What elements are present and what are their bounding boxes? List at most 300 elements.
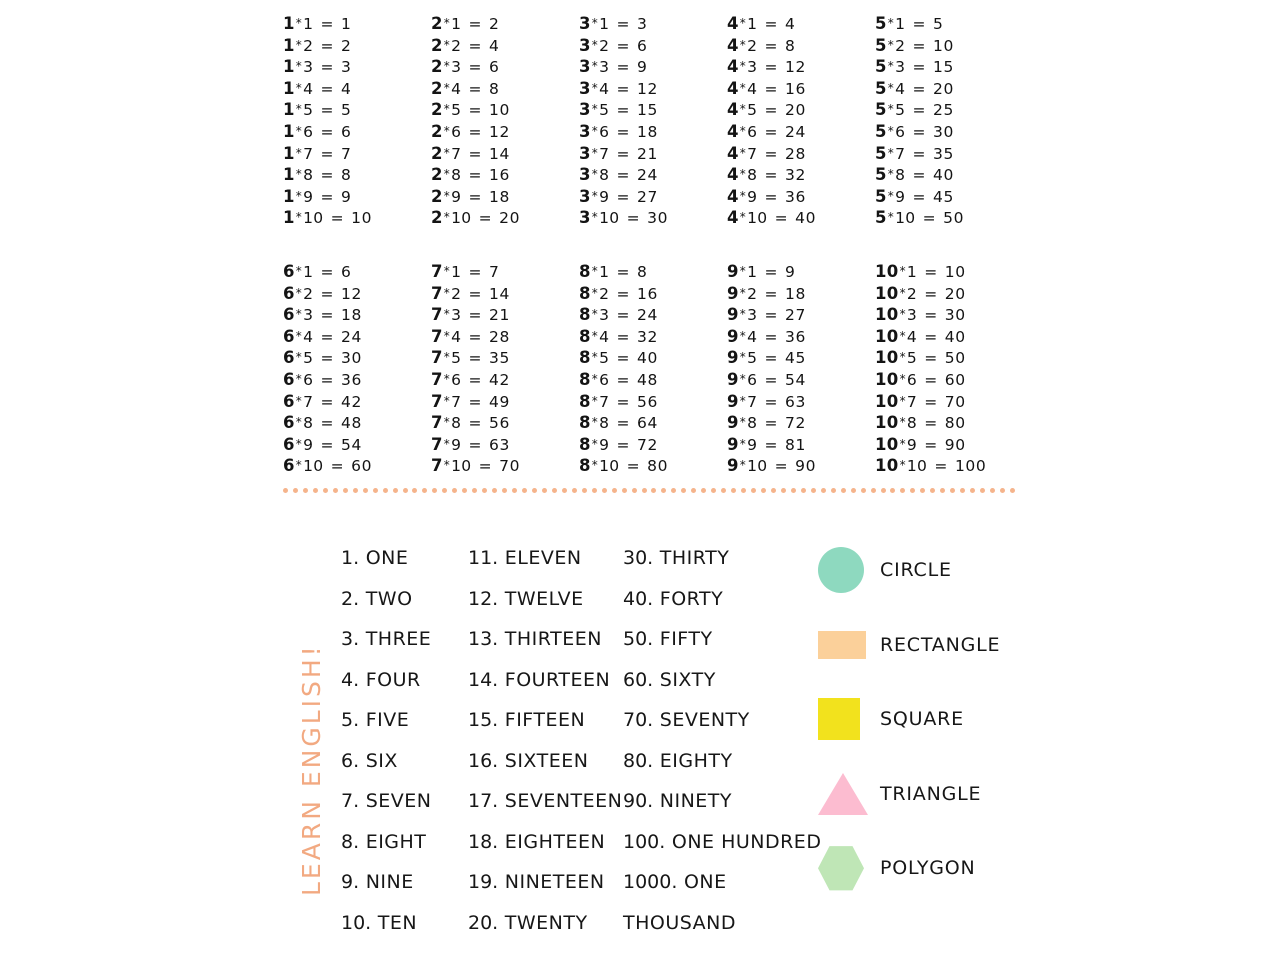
equation-multiplier: 3 [599,58,610,77]
equation-multiplier: 1 [303,15,314,33]
equation-operator: * [739,188,747,203]
equation-multiplier: 1 [599,15,610,33]
equation-result: 30 [341,349,362,368]
equation-operator: * [899,307,906,322]
equation-multiplicand: 3 [579,165,591,185]
equation-multiplier: 5 [303,349,314,368]
divider-dot [761,488,766,493]
equation-operator: * [443,328,451,343]
number-word-label: EIGHT [365,830,427,853]
equation-operator: * [443,80,451,95]
equation-multiplier: 9 [747,187,758,206]
equation-line [875,165,1023,187]
equation-multiplier: 6 [895,122,906,141]
equation-multiplier: 9 [895,187,906,206]
equation-operator: * [591,188,599,203]
equation-multiplicand: 8 [579,261,591,281]
equation-equals-sign: = [463,79,488,98]
equation-operator: * [739,37,747,52]
equation-result: 72 [637,435,658,454]
number-word-label: FOURTEEN [504,668,611,691]
equation-line [727,327,875,349]
number-word-item [341,781,431,822]
equation-multiplier: 2 [451,36,462,55]
equation-equals-sign: = [919,435,943,454]
equation-multiplicand: 1 [283,35,295,55]
equation-multiplicand: 2 [431,35,443,55]
equation-equals-sign: = [463,15,488,33]
equation-operator: * [899,328,906,343]
shape-legend-row [818,682,1033,757]
equation-multiplicand: 2 [431,57,443,77]
number-word-item [468,538,622,579]
equation-result: 42 [489,370,510,389]
equation-equals-sign: = [463,101,488,120]
equation-multiplier: 4 [303,79,314,98]
equation-multiplicand: 7 [431,434,443,454]
equation-multiplier: 7 [895,144,906,163]
number-word-label: NINE [365,871,414,893]
equation-multiplier: 10 [451,209,472,228]
equation-result: 50 [943,209,965,228]
number-word-label: ONE HUNDRED [671,830,822,853]
equation-operator: * [443,285,451,300]
divider-dot [791,488,796,493]
learn-english-title [291,578,331,908]
equation-multiplier: 9 [906,435,918,454]
equation-line [579,57,727,79]
number-word-index: 50. [623,628,654,650]
equation-line [431,57,579,79]
equation-line [283,100,431,122]
equation-line [431,348,579,370]
number-word-index: 9. [341,871,360,893]
equation-line [431,262,579,284]
equation-operator: * [443,145,451,160]
equation-multiplier: 3 [451,306,462,325]
equation-multiplicand: 2 [431,186,443,206]
equation-operator: * [591,371,599,386]
equation-multiplier: 4 [451,327,462,346]
equation-result: 24 [341,327,362,346]
dotted-divider [283,488,1015,494]
equation-equals-sign: = [463,349,488,368]
equation-multiplier: 5 [303,101,314,120]
divider-dot [562,488,567,493]
number-word-index: 1. [341,547,360,569]
equation-multiplier: 8 [599,414,610,433]
divider-dot [333,488,338,493]
equation-operator: * [443,393,451,408]
equation-line [875,208,1023,230]
equation-multiplicand: 7 [431,413,443,433]
equation-multiplier: 10 [906,457,928,476]
equation-equals-sign: = [611,36,636,55]
equation-operator: * [887,37,895,52]
equation-multiplier: 10 [303,209,324,228]
equation-result: 2 [489,15,500,33]
equation-equals-sign: = [621,209,646,228]
equation-line [283,413,431,435]
equation-result: 12 [785,58,806,77]
number-word-index: 3. [341,628,360,650]
equation-result: 36 [785,187,806,206]
equation-multiplier: 8 [599,166,610,185]
equation-line [579,208,727,230]
equation-result: 30 [647,209,669,228]
number-word-index: 15. [468,709,499,731]
divider-dot [831,488,836,493]
number-word-label: SIXTY [659,668,716,691]
equation-multiplicand: 5 [875,35,887,55]
shape-swatch-slot [818,547,880,593]
equation-result: 24 [637,306,658,325]
equation-multiplicand: 4 [727,100,739,120]
equation-equals-sign: = [907,15,932,33]
number-word-item [341,903,431,944]
equation-multiplier: 3 [599,306,610,325]
equation-line [283,79,431,101]
equation-multiplier: 8 [895,166,906,185]
equation-operator: * [295,123,303,138]
equation-equals-sign: = [315,435,340,454]
divider-dot [492,488,497,493]
equation-line [431,122,579,144]
equation-multiplicand: 3 [579,78,591,98]
equation-operator: * [739,285,747,300]
number-word-item [341,579,431,620]
equation-operator: * [591,263,599,278]
shape-swatch-slot [818,631,880,659]
equation-line [727,262,875,284]
equation-multiplicand: 10 [875,326,899,346]
equation-equals-sign: = [919,414,943,433]
equation-operator: * [443,436,451,451]
number-word-item [341,619,431,660]
divider-dot [542,488,547,493]
equation-result: 9 [637,58,648,77]
divider-dot [910,488,915,493]
equation-equals-sign: = [759,370,784,389]
equation-result: 9 [341,187,352,206]
equation-line [283,14,431,36]
equation-multiplier: 6 [303,122,314,141]
equation-result: 10 [489,101,510,120]
equation-line [431,208,579,230]
equation-multiplicand: 6 [283,456,295,476]
equation-line [431,392,579,414]
equation-result: 70 [944,392,966,411]
divider-dot [691,488,696,493]
number-word-index: 80. [623,749,654,772]
number-words-column-2 [468,538,622,943]
number-word-item [623,579,821,620]
divider-dot [283,488,288,493]
equation-multiplicand: 8 [579,434,591,454]
multiplication-row-1 [283,14,1023,230]
equation-equals-sign: = [611,414,636,433]
equation-multiplicand: 9 [727,391,739,411]
equation-equals-sign: = [611,306,636,325]
equation-line [431,284,579,306]
number-word-item [468,619,622,660]
equation-multiplier: 2 [599,36,610,55]
divider-dot [731,488,736,493]
equation-result: 7 [489,262,500,281]
equation-multiplicand: 4 [727,208,739,228]
equation-equals-sign: = [315,144,340,163]
equation-line [283,262,431,284]
equation-result: 28 [489,327,510,346]
equation-multiplier: 4 [303,327,314,346]
equation-equals-sign: = [315,414,340,433]
equation-result: 15 [637,101,658,120]
equation-multiplicand: 1 [283,57,295,77]
equation-operator: * [591,167,599,182]
equation-result: 16 [785,79,806,98]
equation-operator: * [295,415,303,430]
equation-multiplicand: 9 [727,283,739,303]
equation-line [727,187,875,209]
divider-dot [781,488,786,493]
equation-multiplicand: 4 [727,35,739,55]
number-word-item [468,903,622,944]
number-word-item [468,862,622,903]
equation-line [579,187,727,209]
equation-multiplier: 9 [451,187,462,206]
divider-dot [681,488,686,493]
equation-line [579,370,727,392]
equation-line [579,36,727,58]
equation-result: 40 [637,349,658,368]
number-word-index: 40. [623,587,654,610]
equation-result: 4 [785,15,796,33]
number-word-index: 16. [468,749,499,772]
equation-equals-sign: = [315,15,340,33]
number-word-index: 60. [623,668,654,691]
equation-multiplier: 10 [303,457,324,476]
shape-legend-label: RECTANGLE [880,633,1001,656]
equation-line [579,79,727,101]
number-word-index: 100. [623,830,666,853]
equation-line [431,144,579,166]
equation-equals-sign: = [463,370,488,389]
equation-multiplicand: 4 [727,143,739,163]
equation-operator: * [739,328,747,343]
equation-operator: * [887,102,895,117]
equation-multiplicand: 10 [875,369,899,389]
equation-equals-sign: = [611,349,636,368]
equation-line [875,284,1023,306]
equation-equals-sign: = [919,392,943,411]
equation-result: 90 [944,435,966,454]
equation-result: 54 [341,435,362,454]
equation-multiplicand: 7 [431,326,443,346]
equation-multiplicand: 10 [875,348,899,368]
equation-equals-sign: = [611,79,636,98]
equation-result: 80 [647,457,669,476]
equation-line [283,122,431,144]
equation-equals-sign: = [611,284,636,303]
equation-multiplier: 1 [895,15,906,33]
equation-result: 80 [944,414,966,433]
equation-line [431,370,579,392]
equation-line [283,327,431,349]
equation-operator: * [443,167,451,182]
equation-line [579,327,727,349]
equation-line [579,413,727,435]
equation-multiplier: 3 [303,306,314,325]
equation-multiplier: 1 [747,262,758,281]
equation-operator: * [295,145,303,160]
equation-result: 20 [499,209,521,228]
divider-dot [661,488,666,493]
equation-line [727,208,875,230]
equation-multiplicand: 5 [875,208,887,228]
equation-equals-sign: = [759,262,784,281]
equation-equals-sign: = [315,349,340,368]
equation-operator: * [443,458,451,473]
equation-result: 32 [637,327,658,346]
equation-multiplier: 6 [451,122,462,141]
equation-result: 54 [785,370,806,389]
equation-equals-sign: = [759,435,784,454]
divider-dot [592,488,597,493]
equation-line [579,284,727,306]
equation-equals-sign: = [919,262,943,281]
equation-line [579,305,727,327]
equation-equals-sign: = [919,349,943,368]
equation-result: 6 [637,36,648,55]
equation-multiplier: 9 [599,187,610,206]
equation-line [579,144,727,166]
equation-equals-sign: = [315,262,340,281]
number-word-index: 90. [623,790,654,812]
equation-line [579,100,727,122]
divider-dot [442,488,447,493]
number-word-label: THREE [365,628,432,650]
equation-multiplicand: 5 [875,78,887,98]
equation-line [875,305,1023,327]
equation-multiplicand: 2 [431,100,443,120]
equation-line [727,348,875,370]
equation-line [431,413,579,435]
divider-dot [313,488,318,493]
equation-line [283,165,431,187]
divider-dot [851,488,856,493]
equation-multiplier: 7 [599,144,610,163]
equation-multiplicand: 10 [875,456,899,476]
equation-equals-sign: = [315,327,340,346]
equation-multiplicand: 5 [875,57,887,77]
equation-line [283,144,431,166]
equation-operator: * [887,188,895,203]
equation-equals-sign: = [907,122,932,141]
number-word-item [623,619,821,660]
equation-multiplier: 1 [906,262,918,281]
equation-operator: * [739,371,747,386]
equation-line [875,348,1023,370]
number-word-item [468,822,622,863]
number-word-item [623,862,821,903]
equation-result: 35 [489,349,510,368]
equation-multiplicand: 8 [579,348,591,368]
number-word-item [623,822,821,863]
equation-multiplicand: 2 [431,143,443,163]
equation-line [283,305,431,327]
equation-multiplier: 5 [599,349,610,368]
shape-legend-label: SQUARE [880,708,964,731]
equation-operator: * [739,167,747,182]
equation-equals-sign: = [611,15,636,33]
divider-dot [472,488,477,493]
equation-equals-sign: = [907,187,932,206]
equation-operator: * [739,123,747,138]
number-word-item [623,741,821,782]
equation-multiplicand: 9 [727,305,739,325]
equation-line [875,36,1023,58]
number-word-index: 13. [468,628,499,650]
equation-equals-sign: = [759,15,784,33]
equation-multiplier: 1 [599,262,610,281]
number-word-label: SEVENTEEN [504,790,623,812]
equation-result: 18 [637,122,658,141]
equation-result: 21 [637,144,658,163]
equation-result: 63 [489,435,510,454]
equation-equals-sign: = [315,122,340,141]
equation-equals-sign: = [769,209,794,228]
equation-result: 18 [341,306,362,325]
number-word-index: 12. [468,587,499,610]
equation-multiplicand: 5 [875,121,887,141]
equation-operator: * [591,80,599,95]
equation-operator: * [295,328,303,343]
equation-line [727,122,875,144]
equation-multiplier: 6 [599,370,610,389]
shape-swatch-slot [818,845,880,891]
divider-dot [871,488,876,493]
divider-dot [811,488,816,493]
equation-operator: * [295,80,303,95]
equation-result: 27 [785,306,806,325]
equation-result: 72 [785,414,806,433]
equation-multiplicand: 4 [727,165,739,185]
equation-multiplicand: 10 [875,413,899,433]
equation-operator: * [591,328,599,343]
divider-dot [512,488,517,493]
equation-multiplier: 5 [747,349,758,368]
learn-english-section [283,528,1043,938]
equation-multiplicand: 3 [579,186,591,206]
divider-dot [930,488,935,493]
equation-line [283,456,431,478]
equation-equals-sign: = [917,209,942,228]
equation-operator: * [739,350,747,365]
equation-operator: * [443,59,451,74]
number-word-item [468,781,622,822]
equation-operator: * [887,145,895,160]
equation-multiplicand: 10 [875,391,899,411]
equation-multiplier: 7 [599,392,610,411]
number-word-label: TWO [365,587,413,610]
divider-dot [343,488,348,493]
equation-operator: * [591,145,599,160]
equation-equals-sign: = [907,101,932,120]
number-word-item [341,741,431,782]
equation-multiplicand: 5 [875,143,887,163]
equation-multiplier: 8 [451,166,462,185]
equation-line [579,456,727,478]
